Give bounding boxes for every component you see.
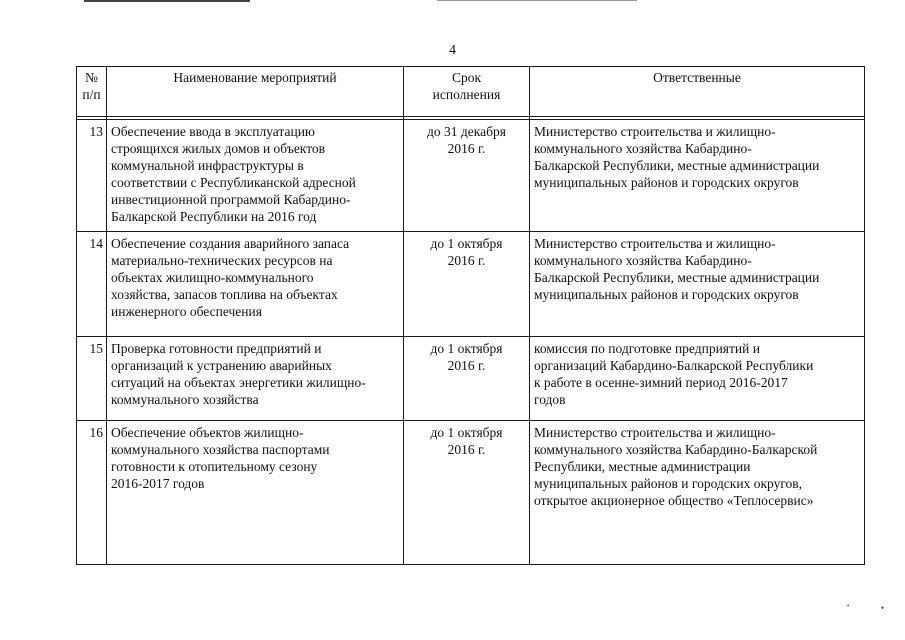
table-header-row	[77, 67, 865, 117]
row-measure: Обеспечение создания аварийного запаса материально-технических ресурсов на объектах жилищно-коммунального хозяйства, запасов топлива на объектах инженерного обеспечения	[107, 232, 404, 336]
header-responsible: Ответственные	[530, 67, 865, 117]
table-row	[77, 336, 865, 420]
table-row	[77, 120, 865, 232]
row-measure: Обеспечение ввода в эксплуатацию строящихся жилых домов и объектов коммунальной инфраструктуры в соответствии с Республиканской адресной инвестиционной программой Кабардино- Балкарской Республики на 2016 год	[107, 120, 404, 232]
row-responsible: Министерство строительства и жилищно- коммунального хозяйства Кабардино-Балкарской Республики, местные администрации муниципальных районов и городских округов, открытое акционерное общество «Теплосервис»	[530, 420, 865, 564]
table-row	[77, 232, 865, 336]
scan-artifact-line	[437, 0, 637, 1]
row-deadline: до 1 октября 2016 г.	[404, 336, 530, 420]
table-row	[77, 420, 865, 564]
row-deadline: до 1 октября 2016 г.	[404, 232, 530, 336]
measures-table	[76, 66, 865, 565]
header-name: Наименование мероприятий	[107, 67, 404, 117]
row-deadline: до 1 октября 2016 г.	[404, 420, 530, 564]
row-number: 16	[77, 420, 107, 564]
row-responsible: Министерство строительства и жилищно- коммунального хозяйства Кабардино- Балкарской Республики, местные администрации муниципальных районов и городских округов	[530, 120, 865, 232]
page-number: 4	[449, 43, 456, 58]
header-term: Срок исполнения	[404, 67, 530, 117]
footer-mark: •	[881, 603, 885, 613]
footer-mark: "	[846, 603, 850, 613]
row-measure: Проверка готовности предприятий и организаций к устранению аварийных ситуаций на объектах энергетики жилищно- коммунального хозяйства	[107, 336, 404, 420]
row-number: 14	[77, 232, 107, 336]
row-number: 15	[77, 336, 107, 420]
row-measure: Обеспечение объектов жилищно- коммунального хозяйства паспортами готовности к отопительному сезону 2016-2017 годов	[107, 420, 404, 564]
row-responsible: Министерство строительства и жилищно- коммунального хозяйства Кабардино- Балкарской Республики, местные администрации муниципальных районов и городских округов	[530, 232, 865, 336]
scan-artifact-line	[84, 0, 250, 2]
header-num: № п/п	[77, 67, 107, 117]
row-responsible: комиссия по подготовке предприятий и организаций Кабардино-Балкарской Республики к работе в осенне-зимний период 2016-2017 годов	[530, 336, 865, 420]
row-number: 13	[77, 120, 107, 232]
row-deadline: до 31 декабря 2016 г.	[404, 120, 530, 232]
